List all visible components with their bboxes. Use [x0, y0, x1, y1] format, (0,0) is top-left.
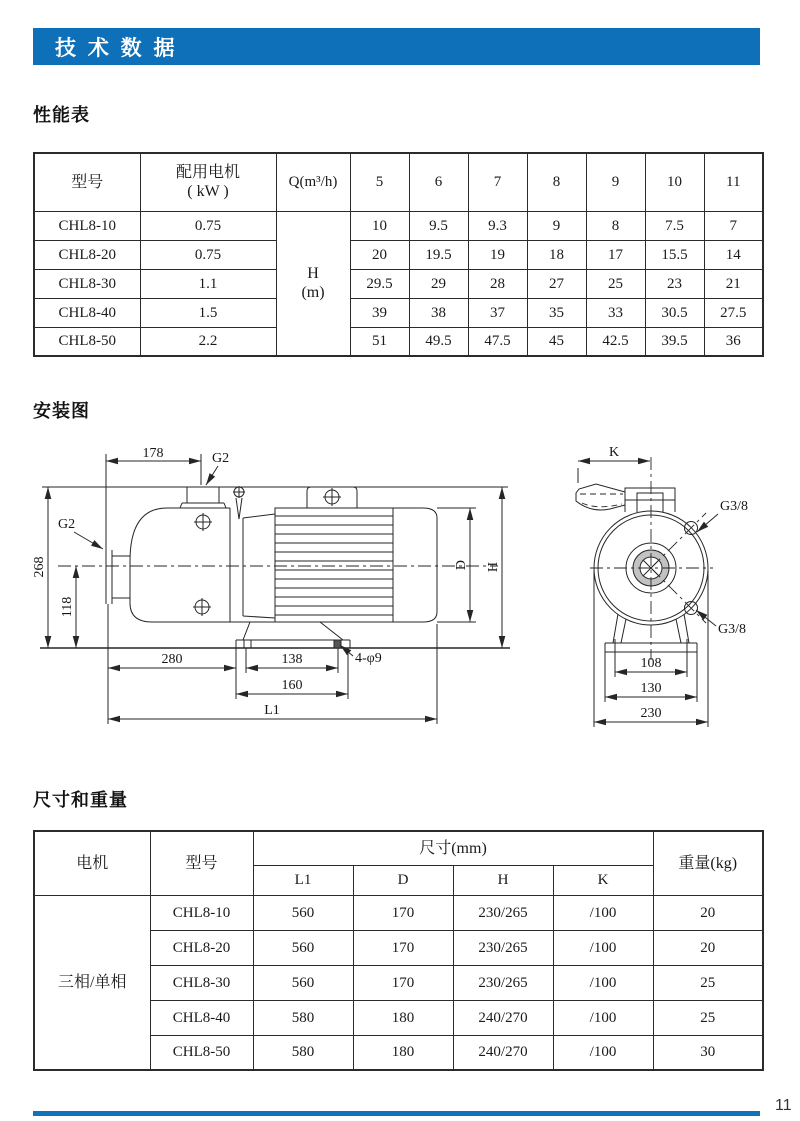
perf-value-cell: 14: [704, 240, 763, 269]
dimensions-section-title: 尺寸和重量: [33, 790, 128, 810]
dims-motor-type-cell: 三相/单相: [34, 895, 150, 1070]
perf-value-cell: 8: [586, 211, 645, 240]
perf-kw-cell: 0.75: [140, 240, 276, 269]
dims-h-cell: 230/265: [453, 895, 553, 930]
page-number: 11: [775, 1097, 792, 1114]
perf-kw-cell: 1.5: [140, 298, 276, 327]
perf-value-cell: 47.5: [468, 327, 527, 356]
perf-value-cell: 17: [586, 240, 645, 269]
perf-model-cell: CHL8-20: [34, 240, 140, 269]
perf-header-model: 型号: [34, 153, 140, 211]
dim-k-label: K: [608, 445, 620, 460]
perf-value-cell: 37: [468, 298, 527, 327]
base-foot: [235, 622, 350, 648]
dims-model-cell: CHL8-10: [150, 895, 253, 930]
perf-value-cell: 15.5: [645, 240, 704, 269]
perf-kw-cell: 2.2: [140, 327, 276, 356]
dims-header-h: H: [453, 865, 553, 895]
perf-value-cell: 28: [468, 269, 527, 298]
perf-header-motor: 配用电机 ( kW ): [140, 153, 276, 211]
perf-value-cell: 19.5: [409, 240, 468, 269]
section-header-bar: [33, 28, 760, 65]
end-view-top-port: [576, 484, 675, 512]
page-title: 技 术 数 据: [55, 36, 178, 60]
dims-k-cell: /100: [553, 1035, 653, 1070]
perf-value-cell: 39: [350, 298, 409, 327]
dims-header-l1: L1: [253, 865, 353, 895]
perf-value-cell: 9: [527, 211, 586, 240]
perf-value-cell: 7: [704, 211, 763, 240]
dims-header-weight: 重量(kg): [653, 831, 763, 895]
dims-weight-cell: 20: [653, 930, 763, 965]
g2-left-label: G2: [58, 517, 76, 532]
dims-h-cell: 230/265: [453, 965, 553, 1000]
perf-value-cell: 18: [527, 240, 586, 269]
perf-model-cell: CHL8-10: [34, 211, 140, 240]
dims-h-cell: 230/265: [453, 930, 553, 965]
perf-header-flow: Q(m³/h): [276, 153, 350, 211]
dims-d-cell: 170: [353, 895, 453, 930]
dims-weight-cell: 20: [653, 895, 763, 930]
dims-model-cell: CHL8-20: [150, 930, 253, 965]
dims-weight-cell: 25: [653, 1000, 763, 1035]
dims-header-model: 型号: [150, 831, 253, 895]
dim-230-label: 230: [640, 706, 662, 721]
perf-value-cell: 38: [409, 298, 468, 327]
perf-value-cell: 21: [704, 269, 763, 298]
dims-k-cell: /100: [553, 930, 653, 965]
perf-model-cell: CHL8-40: [34, 298, 140, 327]
perf-kw-cell: 0.75: [140, 211, 276, 240]
perf-kw-cell: 1.1: [140, 269, 276, 298]
pump-casing: [130, 508, 235, 622]
dims-weight-cell: 25: [653, 965, 763, 1000]
lantern-bracket: [233, 486, 275, 618]
discharge-port: [180, 487, 226, 531]
g38-lower-label: G3/8: [718, 622, 746, 637]
perf-header-q5: 5: [350, 153, 409, 211]
dims-weight-cell: 30: [653, 1035, 763, 1070]
g2-top-label: G2: [212, 451, 230, 466]
perf-value-cell: 35: [527, 298, 586, 327]
performance-table: [33, 152, 764, 357]
perf-value-cell: 19: [468, 240, 527, 269]
motor-end-cap: [393, 508, 437, 622]
installation-section-title: 安装图: [33, 401, 90, 421]
dims-d-cell: 180: [353, 1000, 453, 1035]
perf-model-cell: CHL8-50: [34, 327, 140, 356]
dim-160-label: 160: [281, 678, 303, 693]
perf-model-cell: CHL8-30: [34, 269, 140, 298]
perf-value-cell: 39.5: [645, 327, 704, 356]
dims-header-d: D: [353, 865, 453, 895]
perf-value-cell: 23: [645, 269, 704, 298]
dim-268-label: 268: [32, 556, 47, 578]
suction-inlet: [106, 550, 130, 604]
perf-value-cell: 27: [527, 269, 586, 298]
end-view-dimensions: [578, 445, 748, 727]
dim-280-label: 280: [161, 652, 183, 667]
dim-d-label: D: [454, 559, 469, 571]
perf-value-cell: 29.5: [350, 269, 409, 298]
perf-row: [34, 269, 763, 298]
perf-value-cell: 45: [527, 327, 586, 356]
motor: [275, 487, 437, 622]
holes-label: 4-φ9: [355, 651, 382, 666]
pump-side-view: [32, 446, 510, 724]
performance-section-title: 性能表: [33, 105, 90, 125]
dims-header-motor: 电机: [34, 831, 150, 895]
dims-l1-cell: 560: [253, 895, 353, 930]
foot-bolt-hole: [334, 640, 341, 648]
perf-header-q8: 8: [527, 153, 586, 211]
dim-130-label: 130: [640, 681, 662, 696]
dims-k-cell: /100: [553, 965, 653, 1000]
perf-row: [34, 327, 763, 356]
dims-d-cell: 180: [353, 1035, 453, 1070]
perf-value-cell: 27.5: [704, 298, 763, 327]
dims-header-size: 尺寸(mm): [253, 831, 653, 865]
perf-header-q9: 9: [586, 153, 645, 211]
dims-model-cell: CHL8-40: [150, 1000, 253, 1035]
dim-178-label: 178: [142, 446, 164, 461]
g38-upper-label: G3/8: [720, 499, 748, 514]
dim-h-label: H: [486, 561, 501, 573]
perf-head-unit-cell: H (m): [276, 211, 350, 356]
dims-l1-cell: 560: [253, 965, 353, 1000]
dims-h-cell: 240/270: [453, 1000, 553, 1035]
motor-fins: [275, 516, 393, 615]
perf-row: [34, 211, 763, 240]
perf-value-cell: 20: [350, 240, 409, 269]
dims-l1-cell: 580: [253, 1000, 353, 1035]
perf-header-q11: 11: [704, 153, 763, 211]
perf-header-q6: 6: [409, 153, 468, 211]
perf-value-cell: 51: [350, 327, 409, 356]
perf-row: [34, 240, 763, 269]
installation-drawing: [30, 430, 770, 760]
perf-value-cell: 33: [586, 298, 645, 327]
dims-d-cell: 170: [353, 965, 453, 1000]
perf-value-cell: 30.5: [645, 298, 704, 327]
dims-h-cell: 240/270: [453, 1035, 553, 1070]
side-view-dimensions: [32, 446, 502, 724]
dim-138-label: 138: [281, 652, 303, 667]
perf-value-cell: 9.3: [468, 211, 527, 240]
dims-d-cell: 170: [353, 930, 453, 965]
perf-value-cell: 36: [704, 327, 763, 356]
perf-header-q7: 7: [468, 153, 527, 211]
dims-model-cell: CHL8-50: [150, 1035, 253, 1070]
perf-value-cell: 49.5: [409, 327, 468, 356]
perf-value-cell: 7.5: [645, 211, 704, 240]
perf-row: [34, 298, 763, 327]
discharge-spout: [576, 484, 625, 510]
dims-l1-cell: 580: [253, 1035, 353, 1070]
perf-value-cell: 9.5: [409, 211, 468, 240]
dim-l1-label: L1: [264, 703, 280, 718]
perf-header-q10: 10: [645, 153, 704, 211]
dim-108-label: 108: [640, 656, 662, 671]
dimensions-table: [33, 830, 764, 1071]
perf-value-cell: 10: [350, 211, 409, 240]
perf-value-cell: 42.5: [586, 327, 645, 356]
footer-rule: [33, 1111, 760, 1116]
perf-value-cell: 29: [409, 269, 468, 298]
dims-l1-cell: 560: [253, 930, 353, 965]
dims-header-k: K: [553, 865, 653, 895]
dim-118-label: 118: [60, 596, 75, 618]
dims-row: [34, 895, 763, 930]
pump-end-view: [576, 445, 748, 727]
perf-value-cell: 25: [586, 269, 645, 298]
dims-k-cell: /100: [553, 895, 653, 930]
dims-model-cell: CHL8-30: [150, 965, 253, 1000]
dims-k-cell: /100: [553, 1000, 653, 1035]
